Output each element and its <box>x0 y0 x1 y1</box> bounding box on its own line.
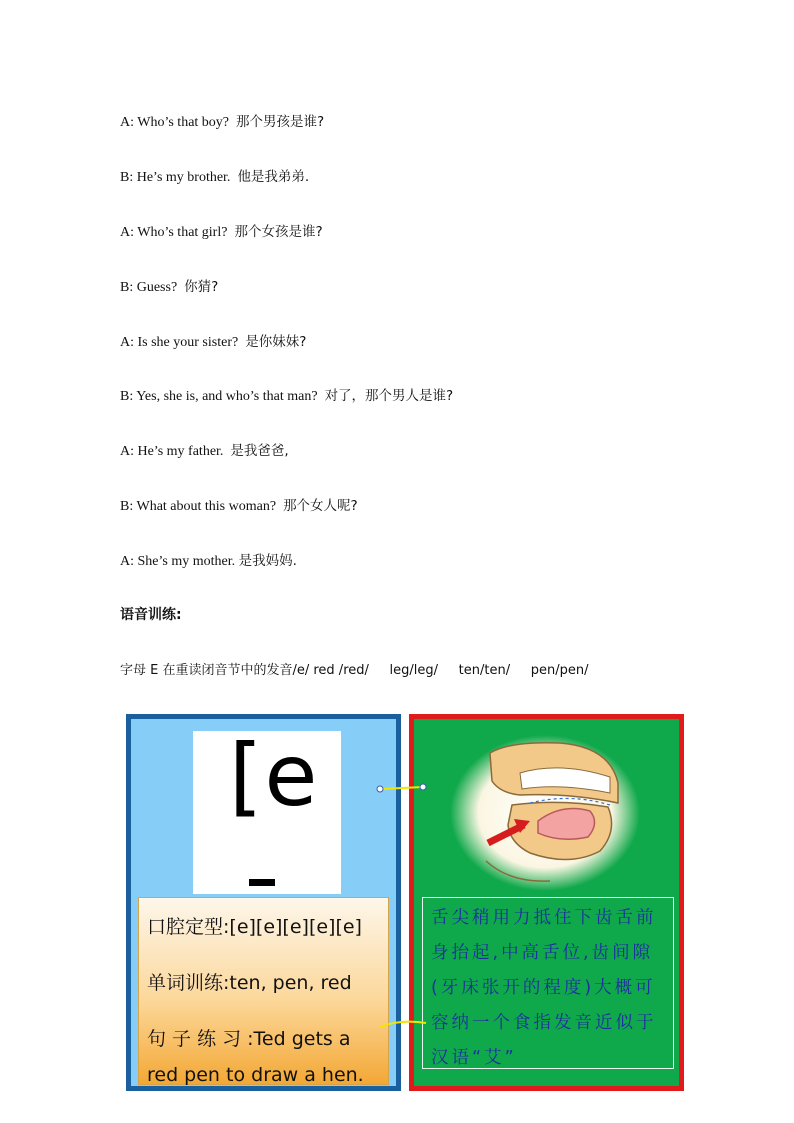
word-practice-row: 单词训练:ten, pen, red <box>147 972 352 994</box>
connector-bottom <box>370 1015 435 1039</box>
practice-panel <box>138 897 389 1085</box>
articulation-description: 舌尖稍用力抵住下齿舌前身抬起,中高舌位,齿间隙(牙床张开的程度)大概可容纳一个食指发音近似于汉语“艾” <box>422 897 674 1069</box>
dialogue-chinese: 对了，那个男人是谁? <box>324 388 454 404</box>
dialogue-line <box>120 275 218 296</box>
dialogue-english: A: She’s my mother. <box>120 554 236 569</box>
dialogue-english: A: He’s my father. <box>120 444 224 459</box>
mouth-diagram <box>450 733 640 893</box>
dialogue-line <box>120 384 453 405</box>
mouth-shape-row: 口腔定型:[e][e][e][e][e] <box>147 916 362 938</box>
dialogue-line <box>120 549 297 570</box>
phonetic-symbol-card <box>126 714 401 1091</box>
dialogue-english: B: Guess? <box>120 280 178 295</box>
section-heading: 语音训练: <box>120 607 182 623</box>
dialogue-line <box>120 439 289 460</box>
dialogue-chinese: 你猜? <box>184 279 219 295</box>
phonetic-symbol: [e <box>229 726 320 826</box>
dialogue-chinese: 那个女人呢? <box>283 498 358 514</box>
dialogue-line <box>120 330 306 351</box>
dialogue-english: B: Yes, she is, and who’s that man? <box>120 389 318 404</box>
pronunciation-line: 字母 E 在重读闭音节中的发音/e/ red /red/ leg/leg/ ten/ten/ pen/pen/ <box>120 663 589 678</box>
dialogue-english: B: What about this woman? <box>120 499 277 514</box>
dialogue-line <box>120 494 358 515</box>
connector-top <box>372 780 432 800</box>
dialogue-chinese: 是我妈妈. <box>238 553 297 569</box>
articulation-card <box>409 714 684 1091</box>
dialogue-chinese: 是我爸爸, <box>230 443 289 459</box>
phonetic-symbol-box <box>193 726 341 894</box>
dialogue-english: A: Who’s that girl? <box>120 225 228 240</box>
dialogue-line <box>120 220 323 241</box>
dialogue-line <box>120 165 309 186</box>
dialogue-chinese: 那个男孩是谁? <box>236 114 325 130</box>
dialogue-chinese: 是你妹妹? <box>245 334 307 350</box>
dialogue-chinese: 那个女孩是谁? <box>234 224 323 240</box>
dialogue-english: A: Who’s that boy? <box>120 115 230 130</box>
dialogue-line <box>120 110 324 131</box>
sentence-practice-row-continued: red pen to draw a hen. <box>147 1064 364 1086</box>
symbol-underline <box>249 879 275 886</box>
dialogue-english: A: Is she your sister? <box>120 335 239 350</box>
dialogue-english: B: He’s my brother. <box>120 170 231 185</box>
dialogue-chinese: 他是我弟弟. <box>237 169 310 185</box>
sentence-practice-row: 句 子 练 习 :Ted gets a <box>147 1028 351 1050</box>
